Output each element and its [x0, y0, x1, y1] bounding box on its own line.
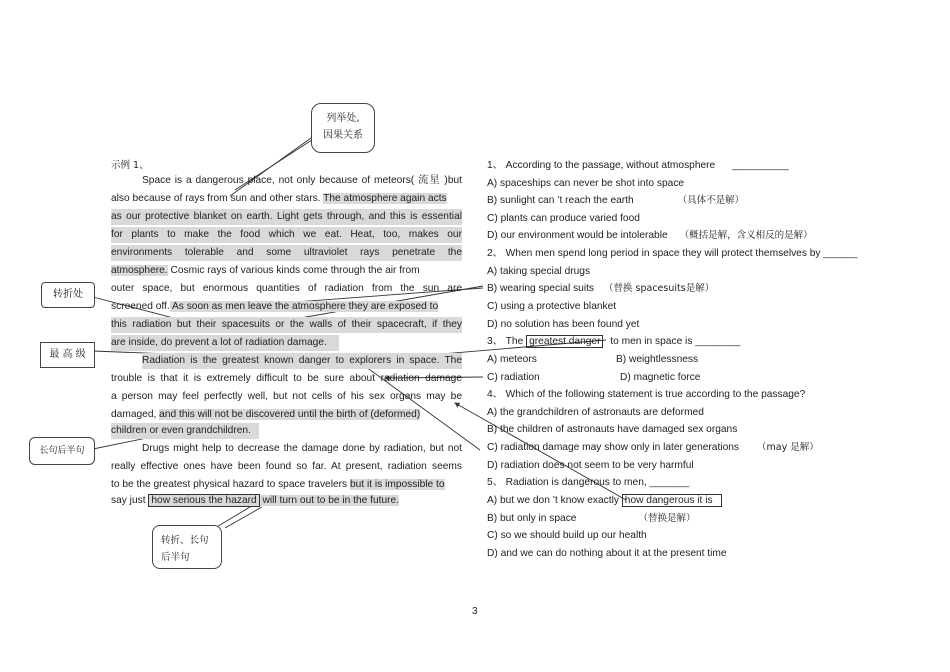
- option-text: D) our environment would be intolerable: [487, 230, 668, 241]
- option: [487, 194, 744, 208]
- option: A) taking special drugs: [487, 266, 591, 277]
- callout-text: 列举处,: [326, 113, 360, 124]
- option: B) weightlessness: [616, 354, 699, 365]
- callout-text: 因果关系: [323, 130, 363, 141]
- option: [487, 494, 722, 508]
- passage-line: [111, 299, 462, 315]
- highlighted-text: but it is impossible to: [349, 479, 445, 490]
- answer-blank: ______: [823, 248, 858, 259]
- option: C) plants can produce varied food: [487, 213, 640, 224]
- arrow-bottom: [215, 507, 250, 528]
- highlighted-line: as our protective blanket on earth. Light gets through, and this is essential: [111, 209, 462, 225]
- option: C) so we should build up our health: [487, 530, 647, 541]
- option-note: （替换是解）: [638, 513, 696, 524]
- option-text: B) but only in space: [487, 513, 577, 524]
- question-3: [487, 335, 741, 349]
- highlighted-line: children or even grandchildren.: [111, 423, 259, 439]
- option: D) and we can do nothing about it at the present time: [487, 548, 727, 559]
- passage-text: Cosmic rays of various kinds come through the air from: [167, 265, 420, 276]
- option: C) using a protective blanket: [487, 301, 617, 312]
- option: [487, 512, 696, 526]
- passage-text: damaged,: [111, 409, 160, 420]
- option: B) the children of astronauts have damaged sex organs: [487, 424, 738, 435]
- highlighted-text: and this will not be discovered until the birth of (deformed): [159, 409, 421, 420]
- passage-text: screened off.: [111, 301, 170, 312]
- boxed-phrase: greatest danger: [526, 335, 603, 348]
- callout-text: 后半句: [161, 552, 190, 563]
- question-5: [487, 476, 689, 490]
- passage-line: [111, 407, 462, 423]
- arrow-bottom2: [225, 507, 262, 528]
- option: D) magnetic force: [620, 372, 701, 383]
- passage-line: [111, 191, 462, 207]
- option: [487, 282, 714, 296]
- question-text: 2、 When men spend long period in space they will protect themselves by: [487, 248, 821, 259]
- passage-line: a person may feel perfectly well, but not cells of his sex organs may be: [111, 391, 462, 402]
- callout-turning-point: 转折处: [41, 282, 95, 308]
- passage-line: outer space, but enormous quantities of radiation from the sun are: [111, 283, 462, 294]
- passage-line: [111, 477, 462, 493]
- highlighted-text: As soon as men leave the atmosphere they are exposed to: [169, 301, 439, 312]
- passage-line: really effective ones have been found so far. At present, radiation seems: [111, 461, 462, 472]
- option-text: C) radiation damage may show only in later generations: [487, 442, 739, 453]
- passage-line: [142, 173, 462, 189]
- option-text: B) sunlight can ’t reach the earth: [487, 195, 634, 206]
- passage-line: Drugs might help to decrease the damage done by radiation, but not: [142, 443, 462, 454]
- option: A) the grandchildren of astronauts are deformed: [487, 407, 704, 418]
- answer-blank: __________: [732, 160, 789, 171]
- highlighted-line: Radiation is the greatest known danger to explorers in space. The: [142, 353, 462, 369]
- question-text: to men in space is: [610, 336, 693, 347]
- option-text: A) but we don ’t know exactly: [487, 495, 619, 506]
- question-4: 4、 Which of the following statement is true according to the passage?: [487, 389, 806, 400]
- option-note: （替换 spacesuits是解）: [604, 283, 715, 294]
- answer-blank: ________: [695, 336, 741, 347]
- passage-text: to be the greatest physical hazard to space travelers: [111, 479, 350, 490]
- highlighted-text: The atmosphere again acts: [323, 193, 447, 204]
- option: D) no solution has been found yet: [487, 319, 640, 330]
- page-number: 3: [472, 606, 478, 617]
- passage-text: Space is a dangerous place, not only because of meteors( 流星 )but: [142, 175, 462, 186]
- highlighted-line: this radiation but their spacesuits or the walls of their spacecraft, if they: [111, 317, 462, 333]
- callout-enumeration: [311, 103, 375, 153]
- option: A) meteors: [487, 354, 537, 365]
- passage-text: say just: [111, 495, 149, 506]
- option: [487, 229, 813, 243]
- highlighted-line: environments tolerable and some ultraviolet rays penetrate the: [111, 245, 462, 261]
- passage-line: [111, 263, 462, 279]
- passage-line: trouble is that it is extremely difficult to be sure about radiation damage: [111, 373, 462, 384]
- option: A) spaceships can never be shot into space: [487, 178, 685, 189]
- callout-superlative: 最 高 级: [40, 342, 95, 368]
- callout-text: 转折、长句: [161, 535, 209, 546]
- example-label: 示例 1、: [111, 160, 149, 171]
- callout-turn-long: [152, 525, 222, 569]
- option-note: （具体不是解）: [677, 195, 745, 206]
- question-text: 1、 According to the passage, without atmosphere: [487, 160, 716, 171]
- option-note: （概括是解，含义相反的是解）: [679, 230, 813, 241]
- passage-line: [111, 493, 462, 509]
- question-2: [487, 247, 857, 261]
- option: [487, 441, 819, 455]
- highlighted-line: for plants to make the food which we eat. Heat, too, makes our: [111, 227, 462, 243]
- boxed-phrase: how dangerous it is: [622, 494, 722, 507]
- option: C) radiation: [487, 372, 540, 383]
- callout-long-sentence: 长句后半句: [29, 437, 95, 465]
- passage-text: also because of rays from sun and other stars.: [111, 193, 324, 204]
- option: D) radiation does not seem to be very harmful: [487, 460, 694, 471]
- question-1: [487, 159, 789, 173]
- answer-blank: _______: [649, 477, 690, 488]
- question-text: 3、 The: [487, 336, 524, 347]
- highlighted-text: will turn out to be in the future.: [259, 495, 400, 506]
- question-text: 5、 Radiation is dangerous to men,: [487, 477, 647, 488]
- highlighted-text: atmosphere.: [111, 265, 168, 276]
- option-text: B) wearing special suits: [487, 283, 595, 294]
- highlighted-line: are inside, do prevent a lot of radiation damage.: [111, 335, 339, 351]
- option-note: （may 是解）: [757, 442, 819, 453]
- boxed-phrase: how serious the hazard: [148, 494, 259, 507]
